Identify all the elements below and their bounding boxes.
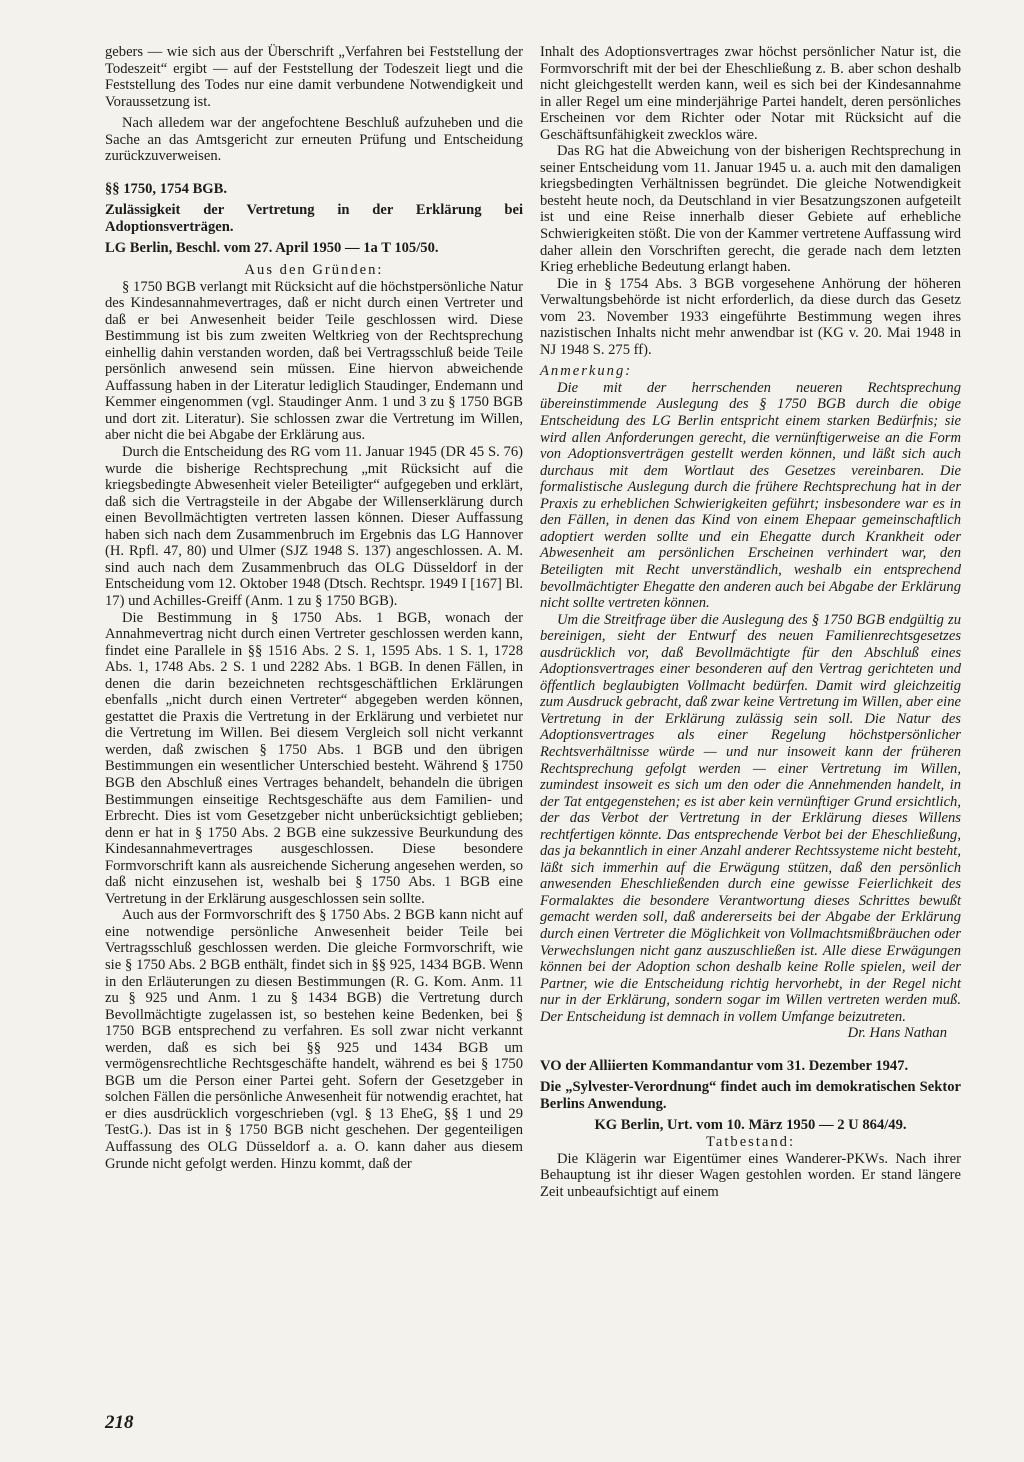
- case2-paragraph: Die Klägerin war Eigentümer eines Wanderer-PKWs. Nach ihrer Behauptung ist ihr dieser Wagen gestohlen worden. Er stand längere Zeit unbeaufsichtigt auf einem: [540, 1150, 961, 1200]
- case1-paragraph: Durch die Entscheidung des RG vom 11. Januar 1945 (DR 45 S. 76) wurde die bisherige Rechtsprechung „mit Rücksicht auf die kriegsbedingte Abwesenheit vieler Beteiligter“ aufgegeben und erklärt, daß sich die Vertragsteile in der Abgabe der Willenserklärung durch einen Bevollmächtigten vertreten lassen können. Dieser Auffassung haben sich nach dem Zusammenbruch im Ergebnis das LG Hannover (H. Rpfl. 47, 80) und Ulmer (SJZ 1948 S. 137) angeschlossen. A. M. sind auch nach dem Zusammenbruch das OLG Düsseldorf in der Entscheidung vom 12. Oktober 1948 (Dtsch. Rechtspr. 1949 I [167] Bl. 17) und Achilles-Greiff (Anm. 1 zu § 1750 BGB).: [105, 444, 523, 609]
- case1-citation: LG Berlin, Beschl. vom 27. April 1950 — 1a T 105/50.: [105, 240, 439, 257]
- left-column: [105, 44, 523, 1172]
- case1-paragraph: Die Bestimmung in § 1750 Abs. 1 BGB, wonach der Annahmevertrag nicht durch einen Vertreter geschlossen werden kann, findet eine Parallele in §§ 1516 Abs. 2 S. 1, 1595 Abs. 1 S. 1, 1728 Abs. 1, 1748 Abs. 2 S. 1 und 2282 Abs. 1 BGB. In denen Fällen, in denen die darin bezeichneten rechtsgeschäftlichen Erklärungen ebenfalls „nicht durch einen Vertreter“ abgegeben werden können, gestattet die Praxis die Vertretung in der Erklärung und verbietet nur die Vertretung im Willen. Bei diesem Vergleich soll nicht verkannt werden, daß zwischen § 1750 Abs. 1 BGB und den übrigen Bestimmungen ein wesentlicher Unterschied besteht. Während § 1750 BGB den Abschluß eines Vertrages behandelt, behandeln die übrigen Bestimmungen einseitige Rechtsgeschäfte aus dem Familien- und Erbrecht. Dies ist vom Gesetzgeber nicht unberücksichtigt geblieben; denn er hat in § 1750 Abs. 2 BGB eine sukzessive Beurkundung des Kindesannahmevertrages ausgeschlossen. Diese besondere Formvorschrift kann als ausreichende Sicherung angesehen werden, so daß nicht einzusehen ist, weshalb bei § 1750 Abs. 1 BGB eine Vertretung in der Erklärung ausgeschlossen sein sollte.: [105, 609, 523, 907]
- annotation-heading: Anmerkung:: [540, 363, 633, 380]
- case1-section-heading: Aus den Gründen:: [244, 262, 384, 279]
- case1-statute: §§ 1750, 1754 BGB.: [105, 180, 228, 197]
- body-paragraph: Die in § 1754 Abs. 3 BGB vorgesehene Anhörung der höheren Verwaltungsbehörde ist nicht erforderlich, da diese durch das Gesetz vom 23. November 1933 eingeführte Bestimmung wegen ihres nazistischen Inhalts nicht mehr anwendbar ist (KG v. 20. Mai 1948 in NJ 1948 S. 275 ff).: [540, 275, 961, 358]
- body-paragraph: Das RG hat die Abweichung von der bisherigen Rechtsprechung in seiner Entscheidung vom 11. Januar 1945 u. a. auch mit den damaligen kriegsbedingten Verhältnissen begründet. Die gleiche Notwendigkeit besteht heute noch, da Deutschland in vier Besatzungszonen aufgeteilt ist und eine Reise innerhalb dieser Gebiete auf erhebliche Schwierigkeiten stößt. Die von der Kammer vertretene Auffassung wird daher allein den Vorschriften gerecht, die gerade nach dem letzten Krieg erhebliche Bedeutung erlangt haben.: [540, 143, 961, 276]
- case2-citation: KG Berlin, Urt. vom 10. März 1950 — 2 U 864/49.: [594, 1117, 907, 1134]
- case2-headnote: Die „Sylvester-Verordnung“ findet auch im demokratischen Sektor Berlins Anwendung.: [540, 1079, 961, 1112]
- case1-paragraph: § 1750 BGB verlangt mit Rücksicht auf die höchstpersönliche Natur des Kindesannahmevertrages, daß er nicht durch einen Vertreter und daß er bei Anwesenheit beider Teile geschlossen wird. Diese Bestimmung ist bis zum zweiten Weltkrieg von der Rechtsprechung einhellig dahin verstanden worden, daß bei Vertragsschluß beide Teile persönlich anwesend sein müssen. Eine hiervon abweichende Auffassung haben in der Literatur lediglich Staudinger, Endemann und Kemmer eingenommen (vgl. Staudinger Anm. 1 und 3 zu § 1750 BGB und dort zit. Literatur). Sie schlossen zwar die Vertretung im Willen, aber nicht die bei Abgabe der Erklärung aus.: [105, 278, 523, 444]
- page-number: 218: [105, 1412, 134, 1433]
- continued-paragraph: Inhalt des Adoptionsvertrages zwar höchst persönlicher Natur ist, die Formvorschrift mit der bei der Eheschließung z. B. aber schon deshalb nicht gleichgestellt werden kann, weil es sich bei der Kindesannahme in aller Regel um eine minderjährige Partei handelt, deren persönliches Erscheinen vor dem Richter oder Notar mit Rücksicht auf die Geschäftsunfähigkeit zwecklos wäre.: [540, 44, 961, 143]
- closing-paragraph: Nach alledem war der angefochtene Beschluß aufzuheben und die Sache an das Amtsgericht zur erneuten Prüfung und Entscheidung zurückzuverweisen.: [105, 115, 523, 165]
- intro-paragraph: gebers — wie sich aus der Überschrift „Verfahren bei Feststellung der Todeszeit“ ergibt — auf der Feststellung der Todeszeit liegt und die Feststellung des Todes nur eine damit verbundene Notwendigkeit und Voraussetzung ist.: [105, 44, 523, 110]
- annotation-author: Dr. Hans Nathan: [847, 1025, 947, 1042]
- case1-headnote: Zulässigkeit der Vertretung in der Erklärung bei Adoptionsverträgen.: [105, 202, 523, 235]
- case2-statute: VO der Alliierten Kommandantur vom 31. Dezember 1947.: [540, 1057, 909, 1074]
- annotation-paragraph: Um die Streitfrage über die Auslegung des § 1750 BGB endgültig zu bereinigen, sieht der Entwurf des neuen Familienrechtsgesetzes ausdrücklich vor, daß Bevollmächtigte für den Abschluß eines Adoptionsvertrages einer besonderen auf den Vertrag gerichteten und öffentlich beglaubigten Vollmacht bedürfen. Damit wird gleichzeitig zum Ausdruck gebracht, daß zwar keine Vertretung im Willen, aber eine Vertretung in der Erklärung zulässig sein soll. Die Natur des Adoptionsvertrages als einer Regelung höchstpersönlicher Rechtsverhältnisse würde — und nur insoweit kann der früheren Rechtsprechung gefolgt werden — einer Vertretung im Willen, zumindest insoweit es sich um den oder die Annehmenden handelt, in der Tat entgegenstehen; es ist aber kein vernünftiger Grund ersichtlich, der das Verbot der Vertretung in der Erklärung dieses Willens rechtfertigen könnte. Das entsprechende Verbot bei der Eheschließung, das ja bekanntlich in einer Anzahl anderer Rechtssysteme nicht besteht, läßt sich immerhin auf die Erwägung stützen, daß den persönlich anwesenden Eheschließenden durch eine gewisse Feierlichkeit des Formalaktes die besondere Verantwortung dieses Schrittes bewußt gemacht werden soll, daß andererseits bei der Abgabe der Erklärung durch einen Vertreter die Möglichkeit von Vollmachtsmißbräuchen oder Verwechslungen nicht ganz auszuschließen ist. Alle diese Erwägungen können bei der Adoption schon deshalb keine Rolle spielen, weil der Partner, wie die Entscheidung richtig hervorhebt, in der Regel nicht nur in der Erklärung, sondern sogar im Willen vertreten werden muß. Der Entscheidung ist demnach in vollem Umfange beizutreten.: [540, 611, 961, 1025]
- case2-section-heading: Tatbestand:: [705, 1134, 796, 1150]
- annotation-paragraph: Die mit der herrschenden neueren Rechtsprechung übereinstimmende Auslegung des § 1750 BGB durch die obige Entscheidung des LG Berlin entspricht einem starken Bedürfnis; sie wird allen Anforderungen gerecht, die vernünftigerweise an die Form von Adoptionsverträgen gestellt werden können, und läßt sich auch durchaus mit dem Wortlaut des Gesetzes vereinbaren. Die formalistische Auslegung durch die frühere Rechtsprechung hat in der Praxis zu erheblichen Schwierigkeiten geführt; insbesondere war es in den Fällen, in denen das Kind von einem Ehepaar gemeinschaftlich adoptiert werden sollte und ein Ehegatte durch Krankheit oder Abwesenheit am persönlichen Erscheinen verhindert war, den Beteiligten mit Recht unverständlich, weshalb ein entsprechend bevollmächtigter Ehegatte den anderen auch bei Abgabe der Erklärung nicht sollte vertreten können.: [540, 379, 961, 612]
- case1-paragraph: Auch aus der Formvorschrift des § 1750 Abs. 2 BGB kann nicht auf eine notwendige persönliche Anwesenheit beider Teile bei Vertragsschluß geschlossen werden. Die gleiche Formvorschrift, wie sie § 1750 Abs. 2 BGB enthält, findet sich in §§ 925, 1434 BGB. Wenn in den Erläuterungen zu diesen Bestimmungen (R. G. Kom. Anm. 11 zu § 925 und Anm. 1 zu § 1434 BGB) die Vertretung durch Bevollmächtigte zugelassen ist, so bestehen keine Bedenken, bei § 1750 BGB entsprechend zu verfahren. Es soll zwar nicht verkannt werden, daß es sich bei §§ 925 und 1434 BGB um vermögensrechtliche Rechtsgeschäfte handelt, während es bei § 1750 BGB um die Person einer Partei geht. Sofern der Gesetzgeber in solchen Fällen die persönliche Anwesenheit für notwendig erachtet, hat er dies ausdrücklich vorgeschrieben (vgl. § 13 EheG, §§ 1 und 29 TestG.). Das ist in § 1750 BGB nicht geschehen. Der gegenteiligen Auffassung des OLG Düsseldorf a. a. O. kann daher aus diesem Grunde nicht gefolgt werden. Hinzu kommt, daß der: [105, 907, 523, 1172]
- right-column: [540, 44, 961, 1200]
